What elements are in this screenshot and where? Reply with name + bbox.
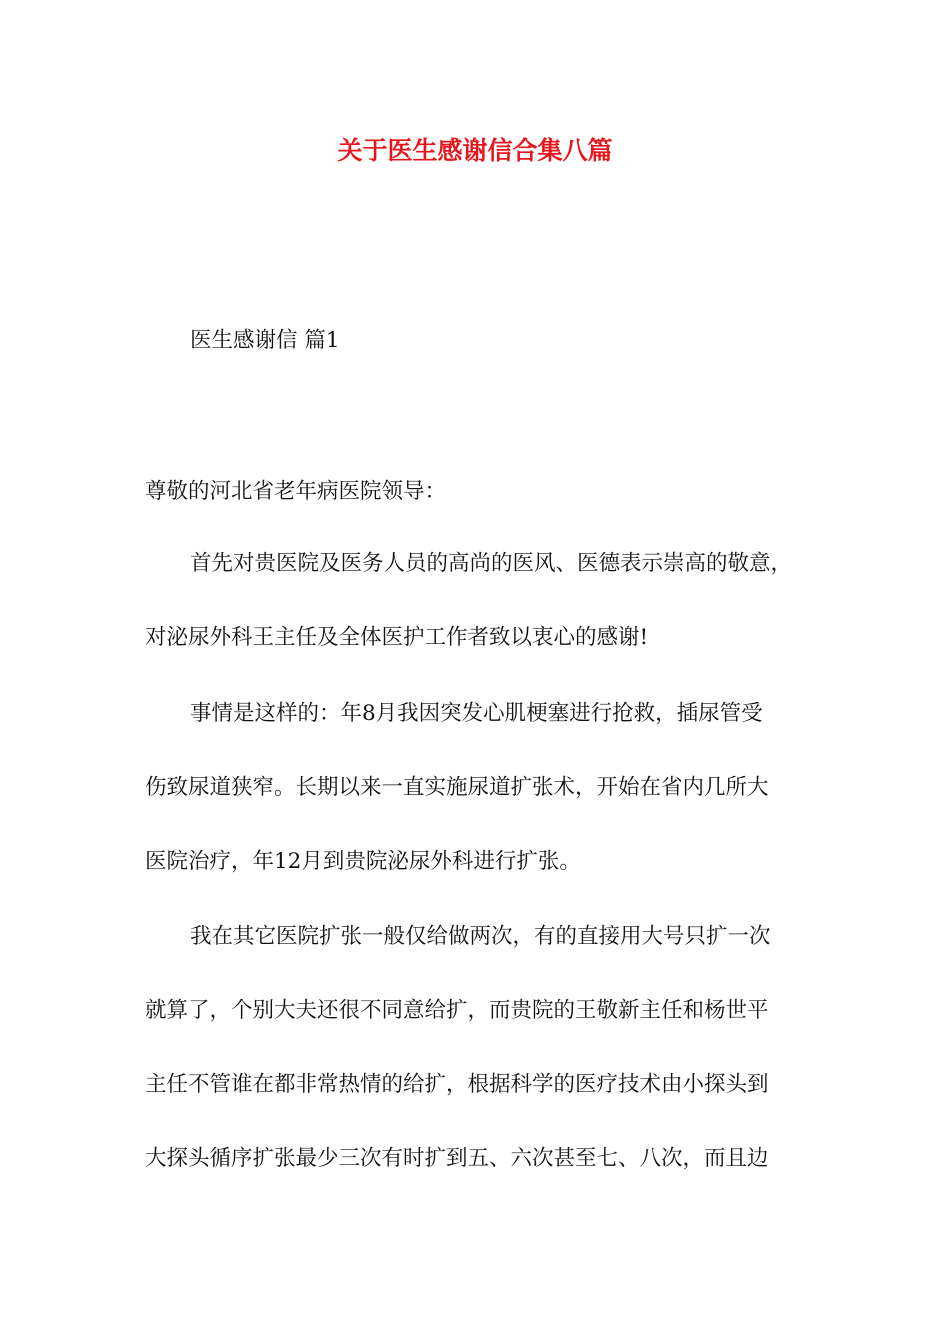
paragraph-line: 伤致尿道狭窄。长期以来一直实施尿道扩张术，开始在省内几所大 (145, 775, 769, 800)
paragraph-line: 我在其它医院扩张一般仅给做两次，有的直接用大号只扩一次 (190, 924, 771, 949)
document-title: 关于医生感谢信合集八篇 (337, 136, 613, 165)
paragraph-line: 对泌尿外科王主任及全体医护工作者致以衷心的感谢! (145, 625, 649, 650)
salutation-line: 尊敬的河北省老年病医院领导： (145, 479, 447, 504)
paragraph-line: 主任不管谁在都非常热情的给扩，根据科学的医疗技术由小探头到 (145, 1072, 769, 1097)
paragraph-line: 事情是这样的：年8月我因突发心肌梗塞进行抢救，插尿管受 (190, 701, 763, 726)
paragraph-line: 大探头循序扩张最少三次有时扩到五、六次甚至七、八次，而且边 (145, 1146, 769, 1171)
paragraph-line: 就算了，个别大夫还很不同意给扩，而贵院的王敬新主任和杨世平 (145, 998, 769, 1023)
section-heading: 医生感谢信 篇1 (190, 328, 340, 353)
paragraph-line: 首先对贵医院及医务人员的高尚的医风、医德表示崇高的敬意， (190, 551, 793, 576)
paragraph-line: 医院治疗，年12月到贵院泌尿外科进行扩张。 (145, 849, 581, 874)
